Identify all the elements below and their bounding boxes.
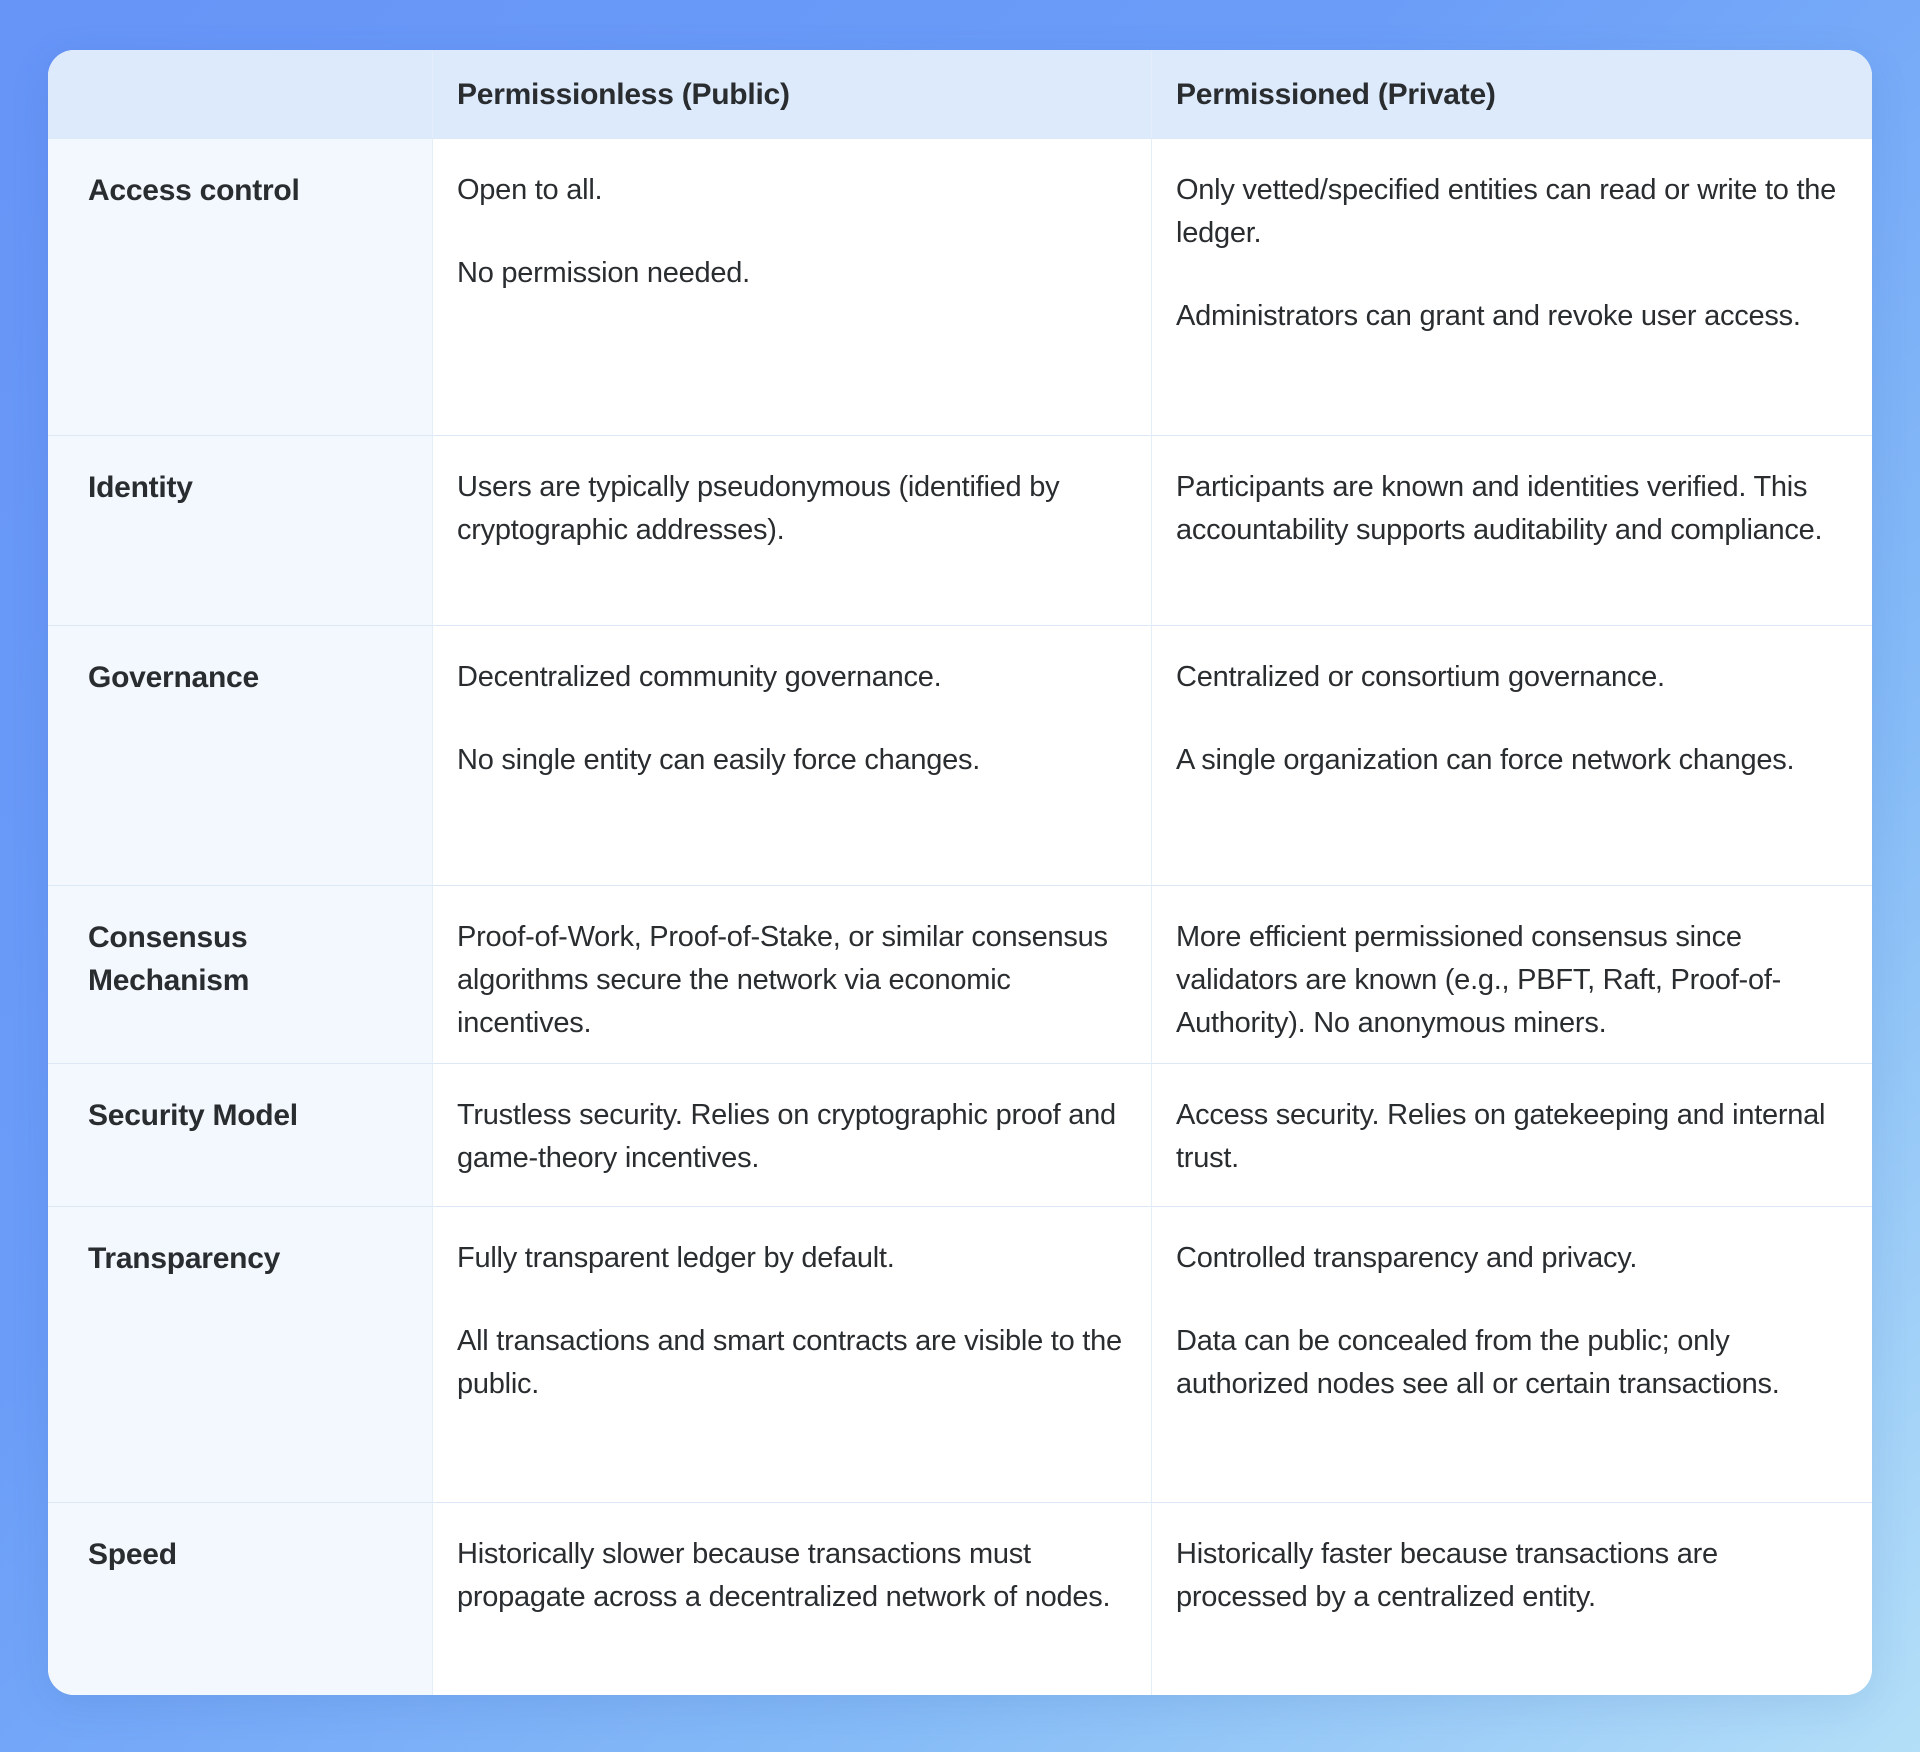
row-label-access-control: Access control [48,138,432,435]
cell-governance-private [1151,625,1872,885]
cell-paragraph: Centralized or consortium governance. [1176,661,1665,693]
cell-paragraph: Users are typically pseudonymous (identified by cryptographic addresses). [457,471,1060,546]
cell-paragraph: Only vetted/specified entities can read or write to the ledger. [1176,174,1837,249]
header-permissioned: Permissioned (Private) [1151,50,1872,138]
cell-paragraph: No single entity can easily force changes. [457,744,981,776]
cell-transparency-public [432,1206,1151,1502]
row-label-security-model: Security Model [48,1063,432,1206]
cell-paragraph: Access security. Relies on gatekeeping and internal trust. [1176,1099,1826,1174]
comparison-table [48,50,1872,1695]
cell-paragraph: Administrators can grant and revoke user access. [1176,300,1801,332]
row-label-speed: Speed [48,1502,432,1695]
header-empty-cell [48,50,432,138]
cell-paragraph: Data can be concealed from the public; only authorized nodes see all or certain transactions. [1176,1325,1780,1400]
cell-access-control-public [432,138,1151,435]
cell-consensus-private [1151,885,1872,1063]
cell-speed-private [1151,1502,1872,1695]
cell-paragraph: Controlled transparency and privacy. [1176,1242,1638,1274]
row-label-governance: Governance [48,625,432,885]
cell-governance-public [432,625,1151,885]
cell-security-private [1151,1063,1872,1206]
cell-paragraph: Proof-of-Work, Proof-of-Stake, or similar consensus algorithms secure the network via economic incentives. [457,921,1108,1039]
cell-paragraph: Trustless security. Relies on cryptographic proof and game-theory incentives. [457,1099,1116,1174]
cell-access-control-private [1151,138,1872,435]
row-label-consensus-mechanism: Consensus Mechanism [48,885,432,1063]
cell-paragraph: Decentralized community governance. [457,661,942,693]
cell-identity-private [1151,435,1872,625]
cell-paragraph: Participants are known and identities verified. This accountability supports auditability and compliance. [1176,471,1823,546]
cell-paragraph: Historically slower because transactions must propagate across a decentralized network of nodes. [457,1538,1111,1613]
header-permissionless: Permissionless (Public) [432,50,1151,138]
cell-identity-public [432,435,1151,625]
cell-paragraph: No permission needed. [457,257,750,289]
row-label-transparency: Transparency [48,1206,432,1502]
cell-paragraph: Open to all. [457,174,603,206]
cell-consensus-public [432,885,1151,1063]
cell-speed-public [432,1502,1151,1695]
row-label-identity: Identity [48,435,432,625]
cell-security-public [432,1063,1151,1206]
cell-transparency-private [1151,1206,1872,1502]
cell-paragraph: A single organization can force network changes. [1176,744,1795,776]
cell-paragraph: Fully transparent ledger by default. [457,1242,895,1274]
cell-paragraph: All transactions and smart contracts are visible to the public. [457,1325,1122,1400]
cell-paragraph: More efficient permissioned consensus since validators are known (e.g., PBFT, Raft, Proof-of-Authority). No anonymous miners. [1176,921,1782,1039]
cell-paragraph: Historically faster because transactions are processed by a centralized entity. [1176,1538,1718,1613]
